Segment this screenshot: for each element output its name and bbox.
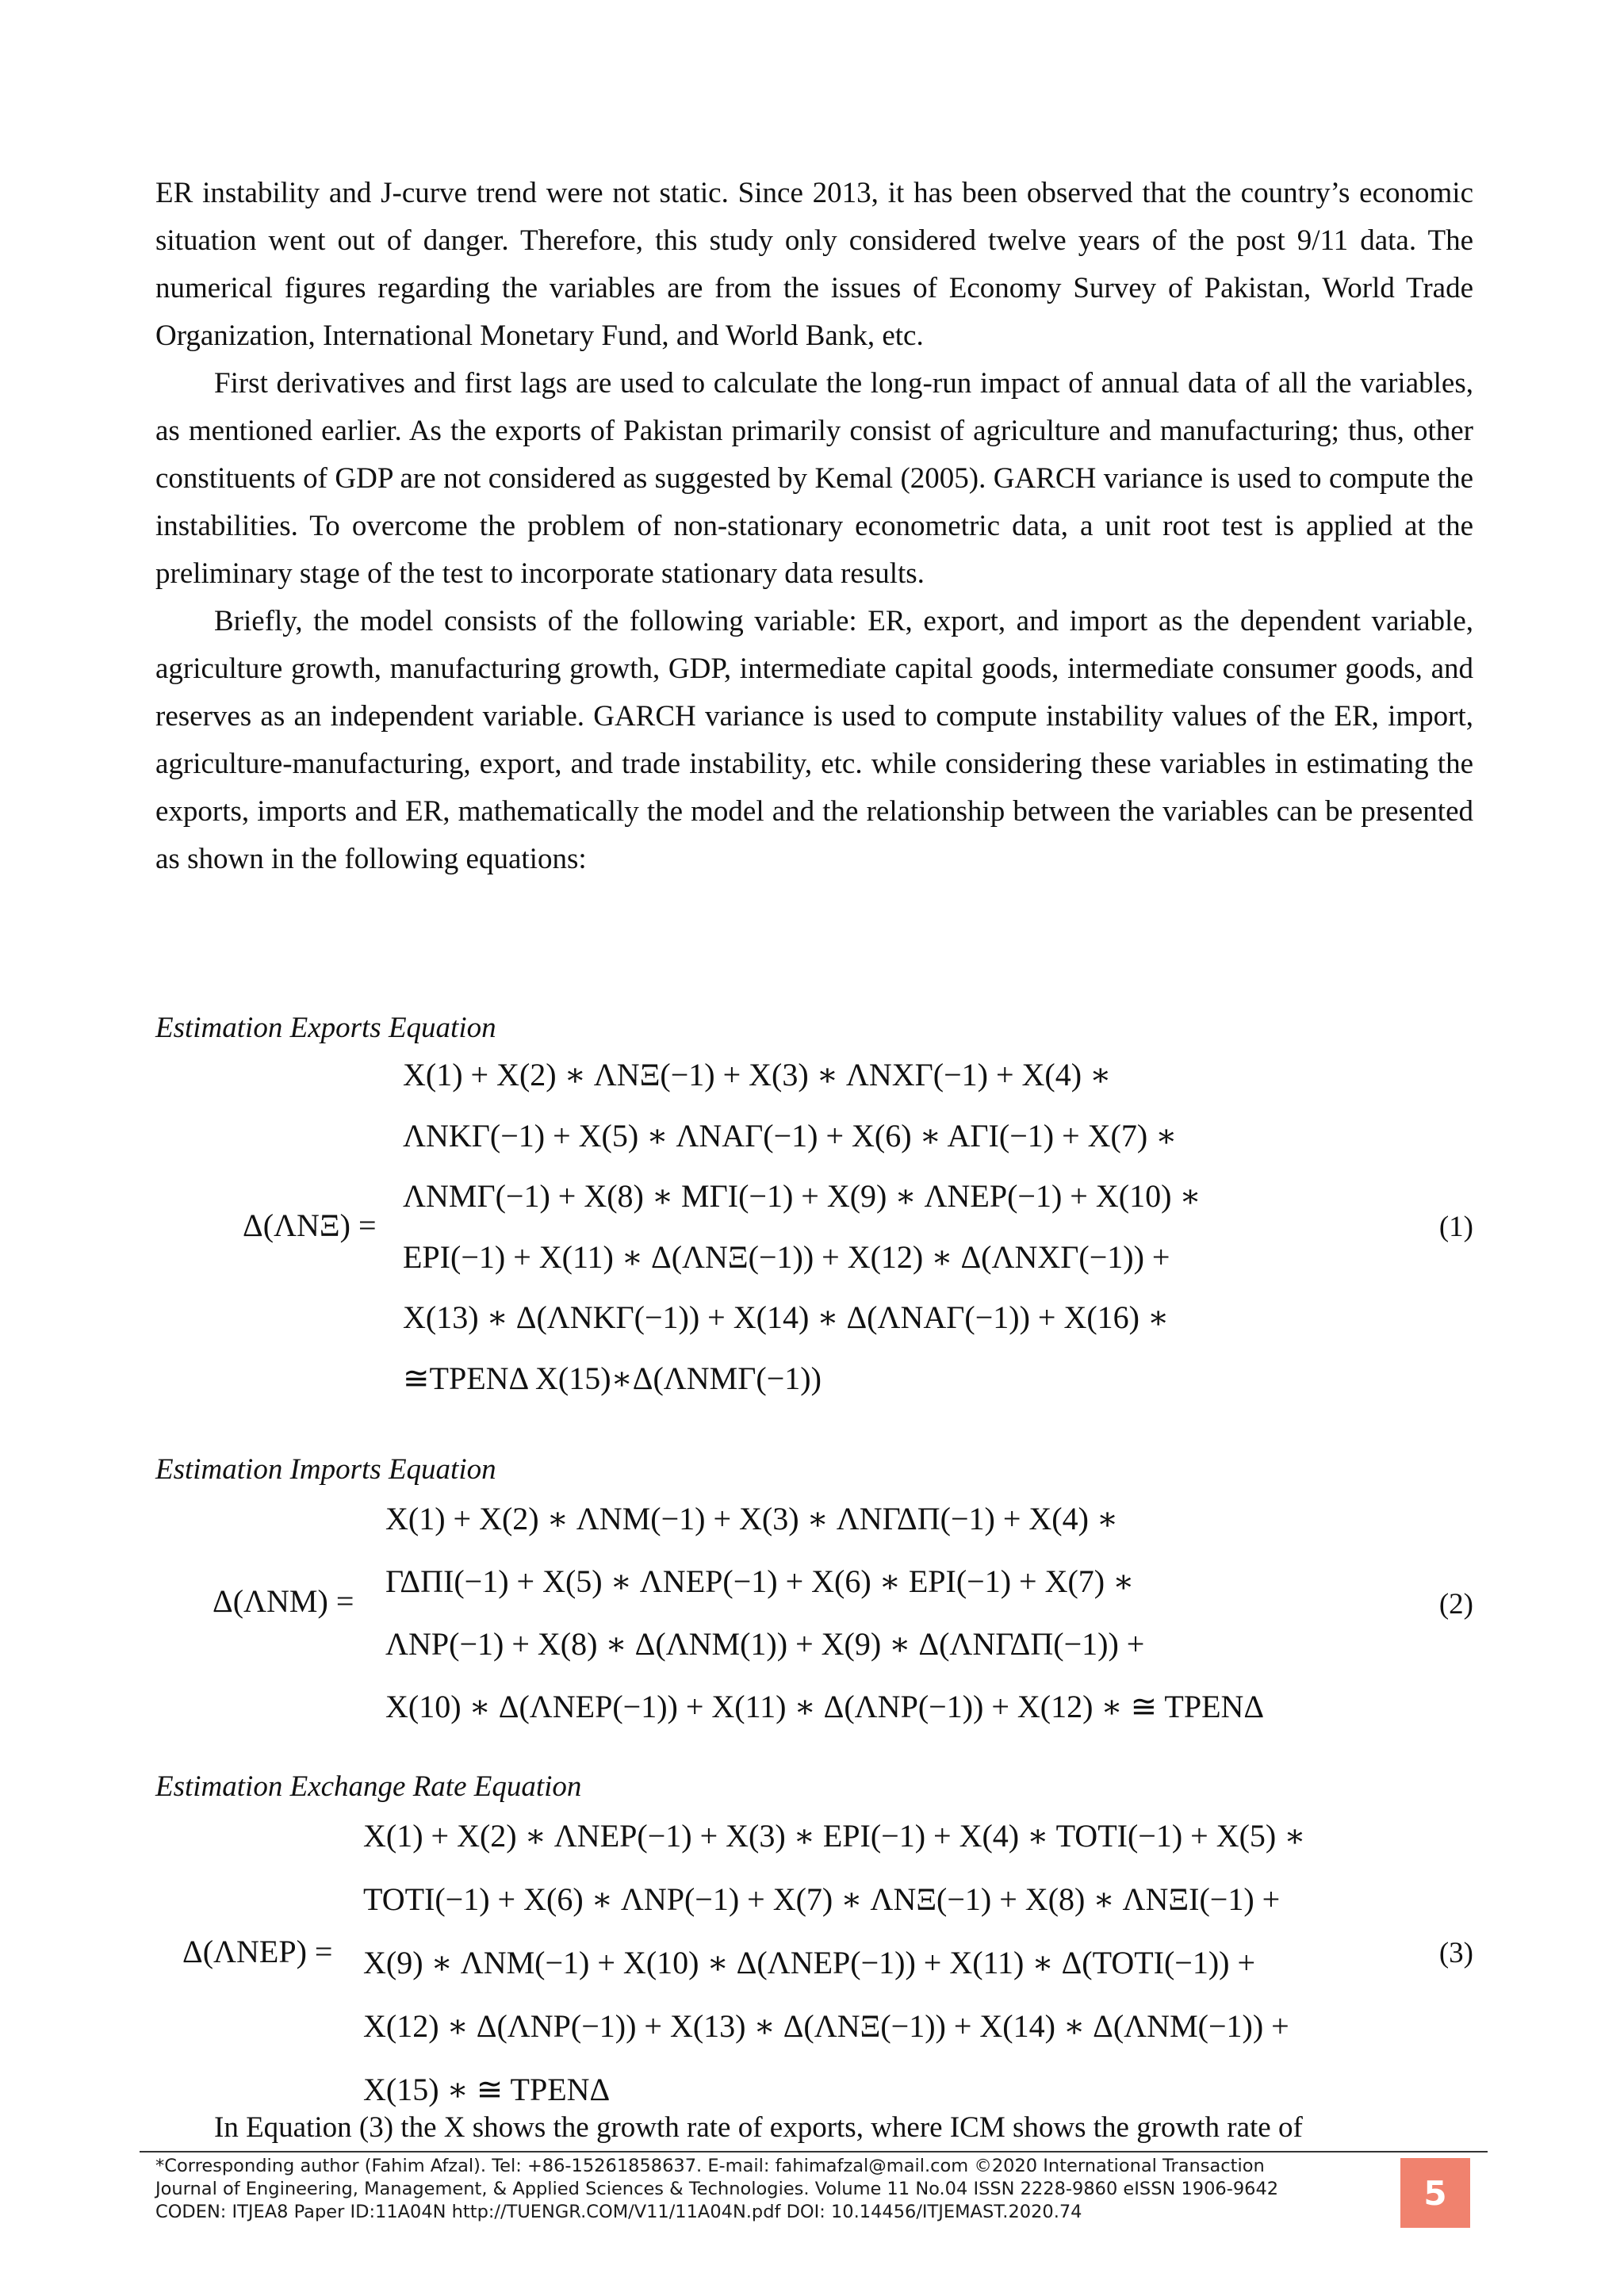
paragraph-3: Briefly, the model consists of the following variable: ER, export, and import as the dependent variable, agriculture growth, manufacturing growth, GDP, intermediate capital goods, intermediate consumer goods, and reserves as an independent variable. GARCH variance is used to compute instability values of the ER, import, agriculture-manufacturing, export, and trade instability, etc. while considering these variables in estimating the exports, imports and ER, mathematically the model and the relationship between the variables can be presented as shown in the following equations:	[155, 605, 1473, 875]
equation-line: X(1) + X(2) ∗ ΛNEP(−1) + X(3) ∗ EPI(−1) + X(4) ∗ TOTI(−1) + X(5) ∗	[363, 1818, 1306, 1854]
closing-paragraph: In Equation (3) the X shows the growth rate of exports, where ICM shows the growth rate of	[214, 2111, 1303, 2144]
footer-line-3: CODEN: ITJEA8 Paper ID:11A04N http://TUENGR.COM/V11/11A04N.pdf DOI: 10.14456/ITJEMAST.2020.74	[155, 2202, 1082, 2222]
equation-line: X(13) ∗ Δ(ΛNKΓ(−1)) + X(14) ∗ Δ(ΛNAΓ(−1)) + X(16) ∗	[403, 1299, 1170, 1335]
equation-line: X(12) ∗ Δ(ΛNP(−1)) + X(13) ∗ Δ(ΛNΞ(−1)) + X(14) ∗ Δ(ΛNM(−1)) +	[363, 2008, 1289, 2044]
body-text	[155, 170, 1473, 883]
equation-3-number: (3)	[1438, 1937, 1473, 1969]
footer	[155, 2155, 1392, 2224]
paragraph-2: First derivatives and first lags are used to calculate the long-run impact of annual data of all the variables, as mentioned earlier. As the exports of Pakistan primarily consist of agriculture and manufacturing; thus, other constituents of GDP are not considered as suggested by Kemal (2005). GARCH variance is used to compute the instabilities. To overcome the problem of non-stationary econometric data, a unit root test is applied at the preliminary stage of the test to incorporate stationary data results.	[155, 367, 1473, 590]
equation-line: X(9) ∗ ΛNM(−1) + X(10) ∗ Δ(ΛNEP(−1)) + X(11) ∗ Δ(TOTI(−1)) +	[363, 1945, 1256, 1980]
equation-line: X(1) + X(2) ∗ ΛNΞ(−1) + X(3) ∗ ΛNXΓ(−1) + X(4) ∗	[403, 1057, 1112, 1093]
equation-line: EPI(−1) + X(11) ∗ Δ(ΛNΞ(−1)) + X(12) ∗ Δ(ΛNXΓ(−1)) +	[403, 1238, 1170, 1275]
equation-line: ΛNP(−1) + X(8) ∗ Δ(ΛNM(1)) + X(9) ∗ Δ(ΛNΓΔΠ(−1)) +	[385, 1626, 1145, 1662]
exchange-rate-equation-heading: Estimation Exchange Rate Equation	[155, 1770, 582, 1803]
footer-line-1: *Corresponding author (Fahim Afzal). Tel: +86-15261858637. E-mail: fahimafzal@mail.com ©2020 International Transaction	[155, 2156, 1265, 2176]
equation-2-lhs: Δ(ΛNM) =	[213, 1583, 354, 1619]
exports-equation-heading: Estimation Exports Equation	[155, 1012, 496, 1044]
equation-line: ≅TPENΔ X(15)∗Δ(ΛNMΓ(−1))	[403, 1360, 822, 1396]
equation-1-lhs: Δ(ΛNΞ) =	[243, 1207, 377, 1243]
equation-line: ΛNMΓ(−1) + X(8) ∗ MΓI(−1) + X(9) ∗ ΛNEP(−1) + X(10) ∗	[403, 1178, 1201, 1214]
footer-divider	[140, 2151, 1488, 2152]
equation-line: X(15) ∗ ≅ TPENΔ	[363, 2072, 611, 2107]
equation-line: TOTI(−1) + X(6) ∗ ΛNP(−1) + X(7) ∗ ΛNΞ(−1) + X(8) ∗ ΛNΞI(−1) +	[363, 1881, 1281, 1917]
equation-line: ΓΔΠI(−1) + X(5) ∗ ΛNEP(−1) + X(6) ∗ EPI(−1) + X(7) ∗	[385, 1563, 1135, 1599]
equation-1-body	[403, 1045, 1201, 1409]
equation-2-body	[385, 1487, 1264, 1738]
equation-3-lhs: Δ(ΛNEP) =	[182, 1934, 333, 1969]
equation-3-body	[363, 1804, 1305, 2122]
footer-line-2: Journal of Engineering, Management, & Applied Sciences & Technologies. Volume 11 No.04 ISSN 2228-9860 eISSN 1906-9642	[155, 2179, 1279, 2199]
closing-text	[155, 2104, 1473, 2152]
paragraph-1: ER instability and J-curve trend were not static. Since 2013, it has been observed that the country’s economic situation went out of danger. Therefore, this study only considered twelve years of the post 9/11 data. The numerical figures regarding the variables are from the issues of Economy Survey of Pakistan, World Trade Organization, International Monetary Fund, and World Bank, etc.	[155, 177, 1473, 352]
imports-equation-heading: Estimation Imports Equation	[155, 1453, 496, 1486]
equation-2-number: (2)	[1438, 1588, 1473, 1621]
equation-line: ΛNKΓ(−1) + X(5) ∗ ΛNAΓ(−1) + X(6) ∗ AΓI(−1) + X(7) ∗	[403, 1117, 1178, 1154]
equation-1-number: (1)	[1438, 1211, 1473, 1243]
equation-line: X(1) + X(2) ∗ ΛNM(−1) + X(3) ∗ ΛNΓΔΠ(−1) + X(4) ∗	[385, 1501, 1119, 1536]
equation-line: X(10) ∗ Δ(ΛNEP(−1)) + X(11) ∗ Δ(ΛNP(−1)) + X(12) ∗ ≅ TPENΔ	[385, 1689, 1265, 1724]
page-number-badge: 5	[1400, 2158, 1470, 2228]
